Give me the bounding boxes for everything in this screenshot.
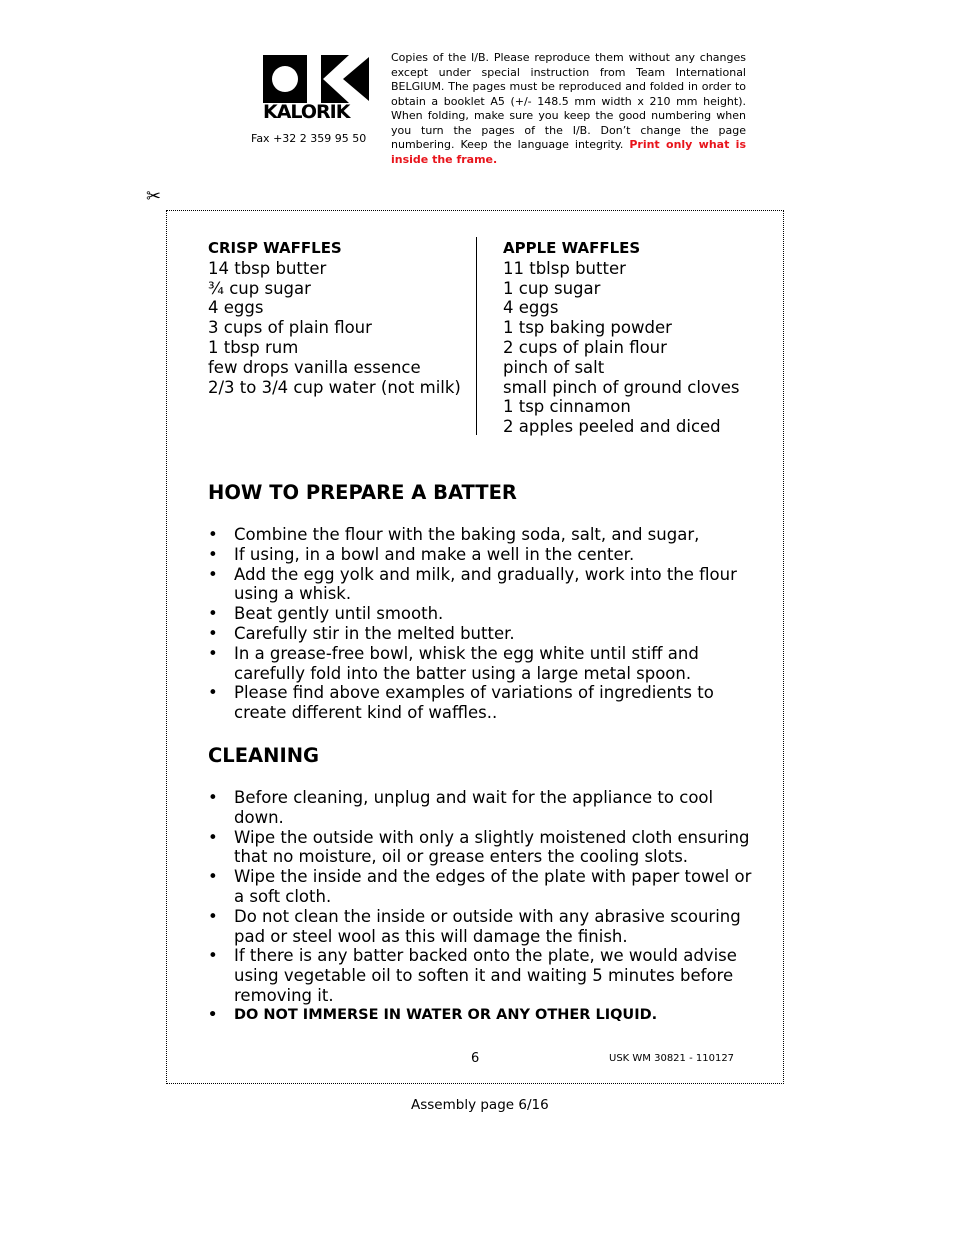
column-divider: [476, 237, 477, 435]
ingredient: small pinch of ground cloves: [503, 377, 740, 397]
recipe-crisp-waffles: [208, 239, 461, 397]
list-item: • In a grease-free bowl, whisk the egg white until stiff and carefully fold into the batter using a large metal spoon.: [208, 644, 753, 684]
list-item: • Before cleaning, unplug and wait for the appliance to cool down.: [208, 788, 753, 828]
ingredient: few drops vanilla essence: [208, 357, 421, 377]
ingredient: 11 tblsp butter: [503, 258, 626, 278]
scissors-icon: ✂: [146, 186, 162, 207]
recipe-apple-waffles: [503, 239, 740, 437]
assembly-page: Assembly page 6/16: [411, 1097, 549, 1113]
list-item: • Beat gently until smooth.: [208, 604, 753, 624]
ingredient: 1 tsp baking powder: [503, 318, 672, 338]
page-number: 6: [471, 1051, 480, 1066]
ingredient: 1 tbsp rum: [208, 337, 299, 357]
ingredient: 4 eggs: [503, 298, 559, 318]
list-item: • Carefully stir in the melted butter.: [208, 624, 753, 644]
list-item: • Combine the flour with the baking soda, salt, and sugar,: [208, 525, 753, 545]
ingredient: 3 cups of plain flour: [208, 318, 372, 338]
list-item: • If there is any batter backed onto the plate, we would advise using vegetable oil to soften it and waiting 5 minutes before removing it.: [208, 946, 753, 1005]
notice-text: Copies of the I/B. Please reproduce them without any changes except under special instruction from Team International BELGIUM. The pages must be reproduced and folded in order to obtain a booklet A5 (+/- 148.5 mm width x 210 mm height). When folding, make sure you keep the good numbering when you turn the pages of the I/B. Don’t change the page numbering. Keep the language integrity.: [391, 51, 746, 151]
warning-item: • DO NOT IMMERSE IN WATER OR ANY OTHER LIQUID.: [208, 1006, 753, 1026]
cleaning-steps: [208, 788, 753, 1026]
batter-section-title: HOW TO PREPARE A BATTER: [208, 481, 517, 504]
notice-highlight: Print only what is inside the frame: [391, 138, 746, 166]
ingredient: 4 eggs: [208, 298, 264, 318]
ingredient: ¾ cup sugar: [208, 278, 311, 298]
list-item: • Wipe the outside with only a slightly moistened cloth ensuring that no moisture, oil or grease enters the cooling slots.: [208, 828, 753, 868]
notice-end: .: [493, 152, 498, 166]
ingredient: 2 apples peeled and diced: [503, 417, 721, 437]
recipe-title: CRISP WAFFLES: [208, 239, 342, 257]
logo-wordmark: KALORIK: [263, 101, 350, 123]
ingredient: 14 tbsp butter: [208, 258, 327, 278]
list-item: • Wipe the inside and the edges of the plate with paper towel or a soft cloth.: [208, 867, 753, 907]
batter-steps: [208, 525, 753, 723]
recipe-title: APPLE WAFFLES: [503, 239, 641, 257]
print-frame: [166, 210, 784, 1084]
ingredient: 1 tsp cinnamon: [503, 397, 631, 417]
document-code: USK WM 30821 - 110127: [609, 1053, 735, 1064]
ingredient: 2 cups of plain flour: [503, 337, 667, 357]
ingredient: 1 cup sugar: [503, 278, 601, 298]
list-item: • If using, in a bowl and make a well in the center.: [208, 545, 753, 565]
ingredient: 2/3 to 3/4 cup water (not milk): [208, 377, 461, 397]
reproduction-notice: [391, 51, 746, 167]
kalorik-logo-mark: [263, 55, 369, 103]
list-item: • Please find above examples of variations of ingredients to create different kind of waffles..: [208, 683, 753, 723]
fax-number: Fax +32 2 359 95 50: [251, 132, 367, 145]
list-item: • Do not clean the inside or outside with any abrasive scouring pad or steel wool as this will damage the finish.: [208, 907, 753, 947]
list-item: • Add the egg yolk and milk, and gradually, work into the flour using a whisk.: [208, 565, 753, 605]
cleaning-section-title: CLEANING: [208, 744, 320, 767]
ingredient: pinch of salt: [503, 357, 605, 377]
kalorik-logo: [263, 55, 369, 123]
